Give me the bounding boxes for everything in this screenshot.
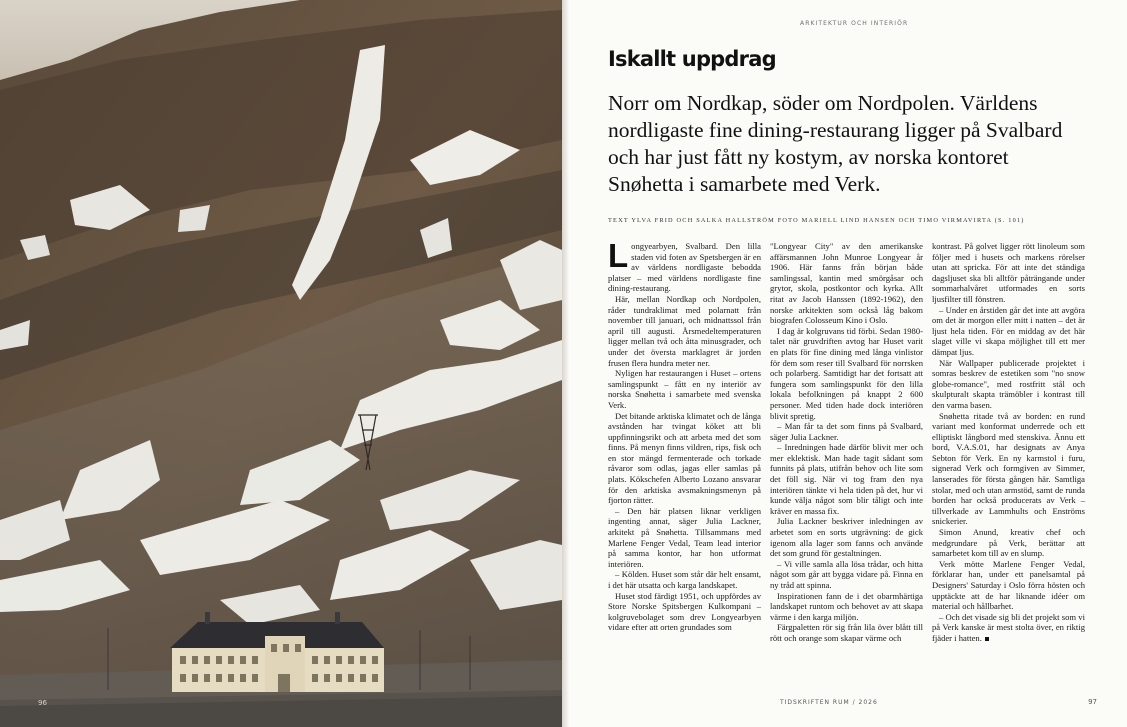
body-paragraph: – Under en årstiden går det inte att avgöra om det är morgon eller mitt i natten – det är ljust hela tiden. För en middag av det här slaget ville vi skapa möjlighet till ett mer dämpat ljus.	[932, 304, 1085, 357]
article-ingress: Norr om Nordkap, söder om Nordpolen. Världens nordligaste fine dining-restaurang ligger på Svalbard och har just fått ny kostym, av norska kontoret Snøhetta i samarbete med Verk.	[608, 91, 1063, 196]
article-title: Iskallt uppdrag	[608, 47, 776, 71]
body-paragraph: – Den här platsen liknar verkligen ingenting annat, säger Julia Lackner, arkitekt på Snøhetta. Tillsammans med Marlene Fenger Vedal, Team lead interior på samma kontor, har hon utformat interiören.	[608, 505, 761, 569]
footer-magazine: TIDSKRIFTEN RUM / 2026	[780, 699, 878, 706]
body-paragraph: Verk mötte Marlene Fenger Vedal, förklarar han, under ett panelsamtal på Designers' Saturday i Oslo förra hösten och upptäckte att de har liknande idéer om material och hållbarhet.	[932, 558, 1085, 612]
spread-gutter	[562, 0, 570, 727]
body-paragraph: – Vi ville samla alla lösa trådar, och hitta något som går att bygga vidare på. Finna en ny tråd att spinna.	[770, 558, 923, 590]
body-paragraph: Huset stod färdigt 1951, och uppfördes av Store Norske Spitsbergen Kulkompani – kolgruvebolaget som drev Longyearbyen vidare efter att orten grundades som	[608, 590, 761, 633]
body-paragraph: När Wallpaper publicerade projektet i somras beskrev de estetiken som "no snow globe-romance", med rostfritt stål och skulpturalt skapta trämöbler i kontrast till den varma basen.	[932, 357, 1085, 410]
section-label: ARKITEKTUR OCH INTERIÖR	[800, 20, 909, 27]
body-paragraph: – Inredningen hade därför blivit mer och mer eklektisk. Man hade tagit sådant som funnits på plats, utifrån behov och lite som det föll sig. När vi tog fram den nya interiören tänkte vi hela tiden på det, hur vi kunde välja något som blir tåligt och inte kräver en massa fix.	[770, 442, 923, 516]
drop-cap: L	[608, 237, 629, 274]
body-paragraph: Longyearbyen, Svalbard. Den lilla staden vid foten av Spetsbergen är en av världens nordligaste bebodda platser – med världens nordligaste fine dining-restaurang.	[608, 237, 761, 294]
body-paragraph: Nyligen har restaurangen i Huset – ortens samlingspunkt – fått en ny interiör av norska Snøhetta i samarbete med svenska Verk.	[608, 368, 761, 410]
body-paragraph: – Kölden. Huset som står där helt ensamt, i det här utsatta och karga landskapet.	[608, 569, 761, 590]
body-paragraph: Julia Lackner beskriver inledningen av arbetet som en sorts utgrävning: de gick igenom alla lager som fanns och använde det som grund för gestaltningen.	[770, 516, 923, 559]
body-column-2	[770, 241, 923, 644]
article-page	[570, 0, 1127, 727]
body-paragraph: Det bitande arktiska klimatet och de långa avstånden har tvingat köket att bli uppfinningsrikt och att arbeta med det som finns. På menyn finns vildren, rips, fisk och en stor mängd fermenterade och torkade råvaror som odlas, jagas eller samlas på plats. Kökschefen Alberto Lozano ansvarar för den arktiska avsmakningsmenyn på fjorton rätter.	[608, 410, 761, 506]
body-paragraph: – Man får ta det som finns på Svalbard, säger Julia Lackner.	[770, 421, 923, 442]
mountain-photo	[0, 0, 562, 727]
body-paragraph: Här, mellan Nordkap och Nordpolen, råder tundraklimat med polarnatt från november till januari, och midnattssol från april till augusti. Årsmedeltemperaturen ligger mellan två och åtta minusgrader, och under det översta marklagret är jorden frusen flera hundra meter ner.	[608, 293, 761, 368]
body-paragraph: Simon Anund, kreativ chef och medgrundare på Verk, berättar att samarbetet kom till av en slump.	[932, 527, 1085, 559]
body-paragraph: Inspirationen fann de i det obarmhärtiga landskapet runtom och behovet av att skapa värme i den karga miljön.	[770, 590, 923, 622]
body-column-3	[932, 241, 1085, 644]
body-paragraph: "Longyear City" av den amerikanske affärsmannen John Munroe Longyear år 1906. Här fanns från början både samlingssal, kantin med smörgåsar och grytor, skola, postkontor och kyrka. Allt ritat av Jacob Hanssen (1892-1962), den norske arkitekten som också låg bakom biografen Colosseum Kino i Oslo.	[770, 241, 923, 326]
body-column-1	[608, 237, 761, 633]
right-page-number: 97	[1088, 698, 1097, 706]
body-paragraph: kontrast. På golvet ligger rött linoleum som följer med i husets och markens rörelser utan att spricka. För att inte det ständiga dagsljuset ska bli alltför påträngande under sommarhalvåret utformades en sorts ljusfilter till fönstren.	[932, 241, 1085, 304]
body-paragraph: – Och det visade sig bli det projekt som vi på Verk kanske är mest stolta över, en riktig fjäder i hatten.	[932, 611, 1085, 643]
end-mark-icon	[985, 637, 989, 641]
body-paragraph: Färgpaletten rör sig från lila över blått till rött och orange som skapar värme och	[770, 622, 923, 643]
body-paragraph: Snøhetta ritade två av borden: en rund variant med konformat underrede och ett elliptiskt långbord med stenskiva. Ännu ett bord, V.A.S.01, har designats av Anya Sebton för Verk. En ny karmstol i furu, signerad Verk och formgiven av Simmer, lanserades för första gången här. Samtliga stolar, med och utan armstöd, samt de runda borden har också producerats av Verk – tillverkade av Lammhults och Enströms snickerier.	[932, 410, 1085, 527]
article-byline: TEXT YLVA FRID OCH SALKA HALLSTRÖM FOTO MARIELL LIND HANSEN OCH TIMO VIRMAVIRTA (S. 101)	[608, 217, 1025, 224]
body-paragraph: I dag är kolgruvans tid förbi. Sedan 1980-talet när gruvdriften avtog har Huset varit en plats för fine dining med långa vinlistor för dem som reser till Svalbard för norrsken och polarberg. Samtidigt har det fortsatt att fungera som samlingspunkt för den lilla lokala befolkningen på knappt 2 600 personer. Med tiden hade dock interiören blivit spretig.	[770, 325, 923, 421]
left-page-number: 96	[38, 699, 47, 707]
